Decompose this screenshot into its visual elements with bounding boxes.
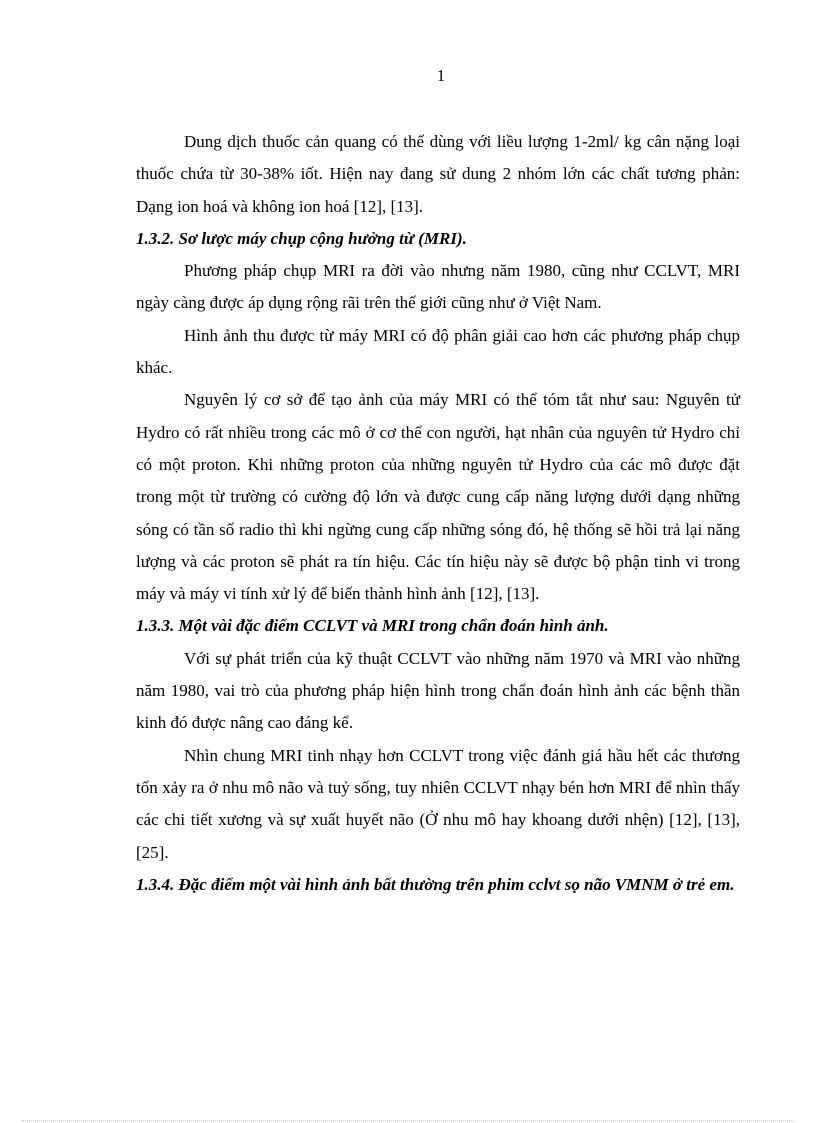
- page-bottom-divider: [22, 1120, 794, 1121]
- paragraph-mri-principle: Nguyên lý cơ sở để tạo ảnh của máy MRI có thể tóm tắt như sau: Nguyên tử Hydro có rất nhiều trong các mô ở cơ thể con người, hạt nhân của nguyên tử Hydro chỉ có một proton. Khi những proton của những nguyên tử Hydro của các mô được đặt trong một từ trường có cường độ lớn và được cung cấp năng lượng dưới dạng những sóng có tần số radio thì khi ngừng cung cấp những sóng đó, hệ thống sẽ hồi trả lại năng lượng và các proton sẽ phát ra tín hiệu. Các tín hiệu này sẽ được bộ phận tinh vi trong máy và máy vi tính xử lý để biến thành hình ảnh [12], [13].: [136, 390, 740, 604]
- section-heading-1-3-4: 1.3.4. Đặc điểm một vài hình ảnh bất thường trên phim cclvt sọ não VMNM ở trẻ em.: [136, 874, 735, 894]
- page-number: 1: [436, 66, 446, 85]
- document-body: [136, 126, 740, 901]
- section-heading-1-3-3: 1.3.3. Một vài đặc điểm CCLVT và MRI trong chẩn đoán hình ảnh.: [136, 616, 609, 636]
- section-heading-1-3-2: 1.3.2. Sơ lược máy chụp cộng hưởng từ (MRI).: [136, 228, 467, 248]
- paragraph-mri-vs-cclvt: Nhìn chung MRI tinh nhạy hơn CCLVT trong việc đánh giá hầu hết các thương tổn xảy ra ở nhu mô não và tuỷ sống, tuy nhiên CCLVT nhạy bén hơn MRI để nhìn thấy các chi tiết xương và sự xuất huyết não (Ở nhu mô hay khoang dưới nhện) [12], [13], [25].: [136, 745, 740, 862]
- paragraph-imaging-development: Với sự phát triển của kỹ thuật CCLVT vào những năm 1970 và MRI vào những năm 1980, vai trò của phương pháp hiện hình trong chẩn đoán hình ảnh các bệnh thần kinh đó được nâng cao đáng kể.: [136, 648, 740, 733]
- paragraph-mri-history: Phương pháp chụp MRI ra đời vào nhưng năm 1980, cũng như CCLVT, MRI ngày càng được áp dụng rộng rãi trên thế giới cũng như ở Việt Nam.: [136, 261, 740, 313]
- paragraph-contrast-agent: Dung dịch thuốc cản quang có thể dùng với liều lượng 1-2ml/ kg cân nặng loại thuốc chứa từ 30-38% iốt. Hiện nay đang sử dung 2 nhóm lớn các chất tương phản: Dạng ion hoá và không ion hoá [12], [13].: [136, 132, 740, 216]
- paragraph-mri-resolution: Hình ảnh thu được từ máy MRI có độ phân giải cao hơn các phương pháp chụp khác.: [136, 325, 740, 378]
